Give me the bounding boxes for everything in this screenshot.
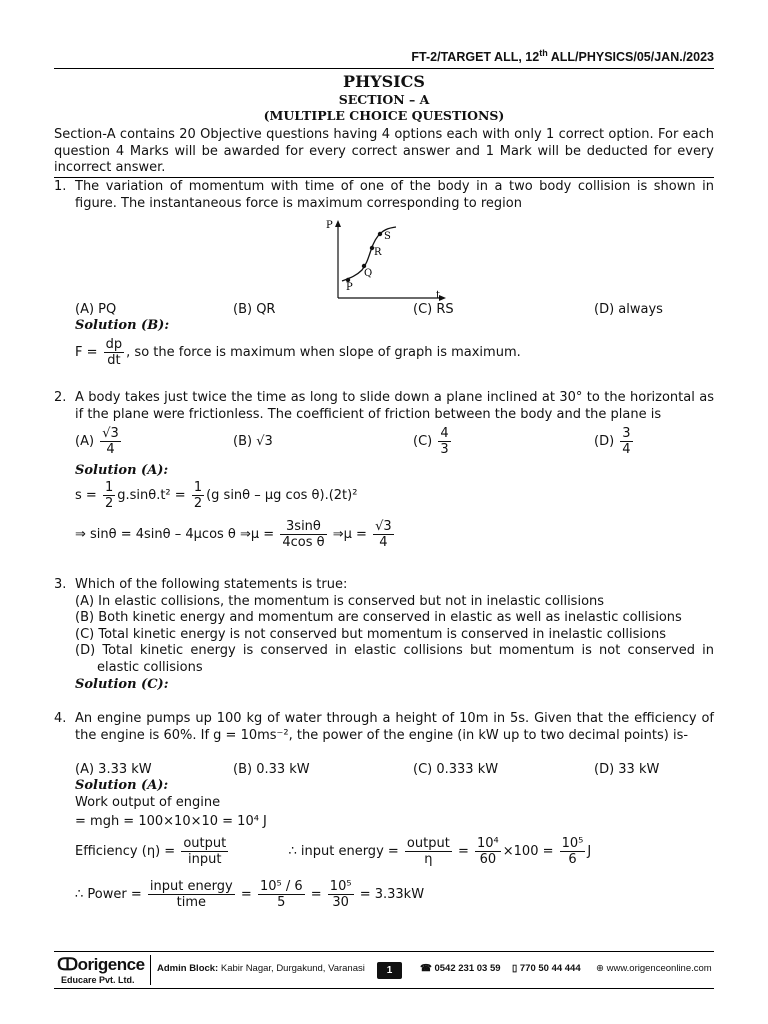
document-code: FT-2/TARGET ALL, 12th ALL/PHYSICS/05/JAN./2023 [411, 48, 714, 65]
subject-title: PHYSICS [343, 72, 425, 91]
option-c[interactable]: (C) Total kinetic energy is not conserved but momentum is conserved in inelastic collisions [75, 626, 666, 642]
option-d[interactable]: (D) 33 kW [594, 762, 660, 777]
q1-solution-line: F = $\frac{dp}{dt}$ , so the force is maximum when slope of graph is maximum. [75, 337, 521, 368]
question-number: 2. [54, 390, 67, 405]
phone-icon: ☎ [420, 963, 432, 974]
graph-point-q: Q [364, 268, 373, 279]
question-text: An engine pumps up 100 kg of water through a height of 10m in 5s. Given that the efficiency of the engine is 60%. If g = 10ms⁻², the power of the engine (in kW up to two decimal points) is- [75, 711, 714, 743]
graph-y-label: P [326, 220, 333, 231]
q1-solution-label: Solution (B): [75, 318, 170, 333]
momentum-time-graph [320, 218, 450, 302]
question-number: 1. [54, 179, 67, 194]
q4-power-line: ∴ Power = $\frac{\text{input energy}}{\text{time}}$ = $\frac{\text{10⁵ / 6}}{5}$ = $\frac{\text{10⁵}}{30}$ = 3.33kW [75, 879, 425, 910]
mobile-number: ▯ 770 50 44 444 [512, 963, 581, 974]
option-a[interactable]: (A) 3.33 kW [75, 762, 152, 777]
section-instructions: Section-A contains 20 Objective questions having 4 options each with only 1 correct option. For each question 4 Marks will be awarded for every correct answer and 1 Mark will be deducted for every incorrect answer. [54, 127, 714, 175]
admin-address: Admin Block: Kabir Nagar, Durgakund, Varanasi [157, 963, 365, 974]
option-b[interactable]: (B) Both kinetic energy and momentum are conserved in elastic as well as inelastic collisions [75, 610, 682, 625]
question-3 [54, 577, 714, 676]
footer-rule-top [54, 951, 714, 952]
intro-rule [54, 177, 714, 178]
globe-icon: ⊕ [596, 963, 604, 974]
option-d[interactable]: (D) Total kinetic energy is conserved in elastic collisions but momentum is not conserved in elastic collisions [75, 643, 714, 675]
question-1 [54, 179, 714, 212]
question-text: The variation of momentum with time of one of the body in a two body collision is shown in figure. The instantaneous force is maximum corresponding to region [75, 179, 714, 211]
option-a[interactable]: (A) PQ [75, 302, 117, 317]
website-link[interactable]: ⊕ www.origenceonline.com [596, 963, 712, 974]
graph-point-r: R [374, 247, 382, 258]
graph-point-s: S [384, 231, 391, 242]
question-text: A body takes just twice the time as long to slide down a plane inclined at 30° to the horizontal as if the plane were frictionless. The coefficient of friction between the body and the plane is [75, 390, 714, 422]
question-type-title: (MULTIPLE CHOICE QUESTIONS) [263, 108, 505, 123]
option-c[interactable]: (C) RS [413, 302, 454, 317]
footer-rule-bottom [54, 988, 714, 989]
q4-solution-label: Solution (A): [75, 778, 169, 793]
q2-solution-line-2: ⇒ sinθ = 4sinθ – 4μcos θ ⇒μ = $\frac{3\sin\theta}{\text{4cos θ}}$ ⇒μ = $\frac{√3}{4}$ [75, 519, 392, 550]
q4-efficiency-line: Efficiency (η) = $\frac{\text{output}}{\text{input}}$ ∴ input energy = $\frac{\text{output}}{\eta}$ = $\frac{\text{10⁴}}{60}$ ×100 = $\frac{\text{10⁵}}{6}$ J [75, 836, 592, 867]
option-d[interactable]: (D) $\frac{3}{4}$ [594, 426, 631, 457]
section-title: SECTION – A [338, 92, 430, 107]
header-rule [54, 68, 714, 69]
option-c[interactable]: (C) $\frac{4}{3}$ [413, 426, 449, 457]
mobile-icon: ▯ [512, 963, 518, 974]
option-c[interactable]: (C) 0.333 kW [413, 762, 499, 777]
graph-point-p: P [346, 282, 353, 293]
option-d[interactable]: (D) always [594, 302, 663, 317]
footer-separator [150, 955, 151, 985]
phone-number: ☎ 0542 231 03 59 [420, 963, 501, 974]
question-number: 3. [54, 577, 67, 592]
titles-block [0, 72, 768, 124]
q2-solution-label: Solution (A): [75, 463, 169, 478]
question-2 [54, 390, 714, 423]
option-b[interactable]: (B) QR [233, 302, 276, 317]
question-text: Which of the following statements is true: [75, 577, 348, 592]
q4-work-equation: = mgh = 100×10×10 = 10⁴ J [75, 814, 267, 829]
logo-swirl-icon: ↀ [57, 955, 78, 974]
graph-x-label: t [436, 290, 441, 301]
q2-solution-line-1: s = $\frac{1}{2}$ g.sinθ.t² = $\frac{1}{2}$ (g sinθ – μg cos θ).(2t)² [75, 480, 358, 511]
option-a[interactable]: (A) $\frac{√3}{4}$ [75, 426, 119, 457]
q3-solution-label: Solution (C): [75, 677, 169, 692]
question-4 [54, 711, 714, 744]
q4-work-label: Work output of engine [75, 795, 221, 810]
option-a[interactable]: (A) In elastic collisions, the momentum is conserved but not in inelastic collisions [75, 593, 605, 609]
brand-logo: ↀorigence Educare Pvt. Ltd. [57, 955, 145, 985]
question-number: 4. [54, 711, 67, 726]
option-b[interactable]: (B) 0.33 kW [233, 762, 310, 777]
option-b[interactable]: (B) √3 [233, 434, 273, 449]
page-number: 1 [377, 962, 402, 979]
